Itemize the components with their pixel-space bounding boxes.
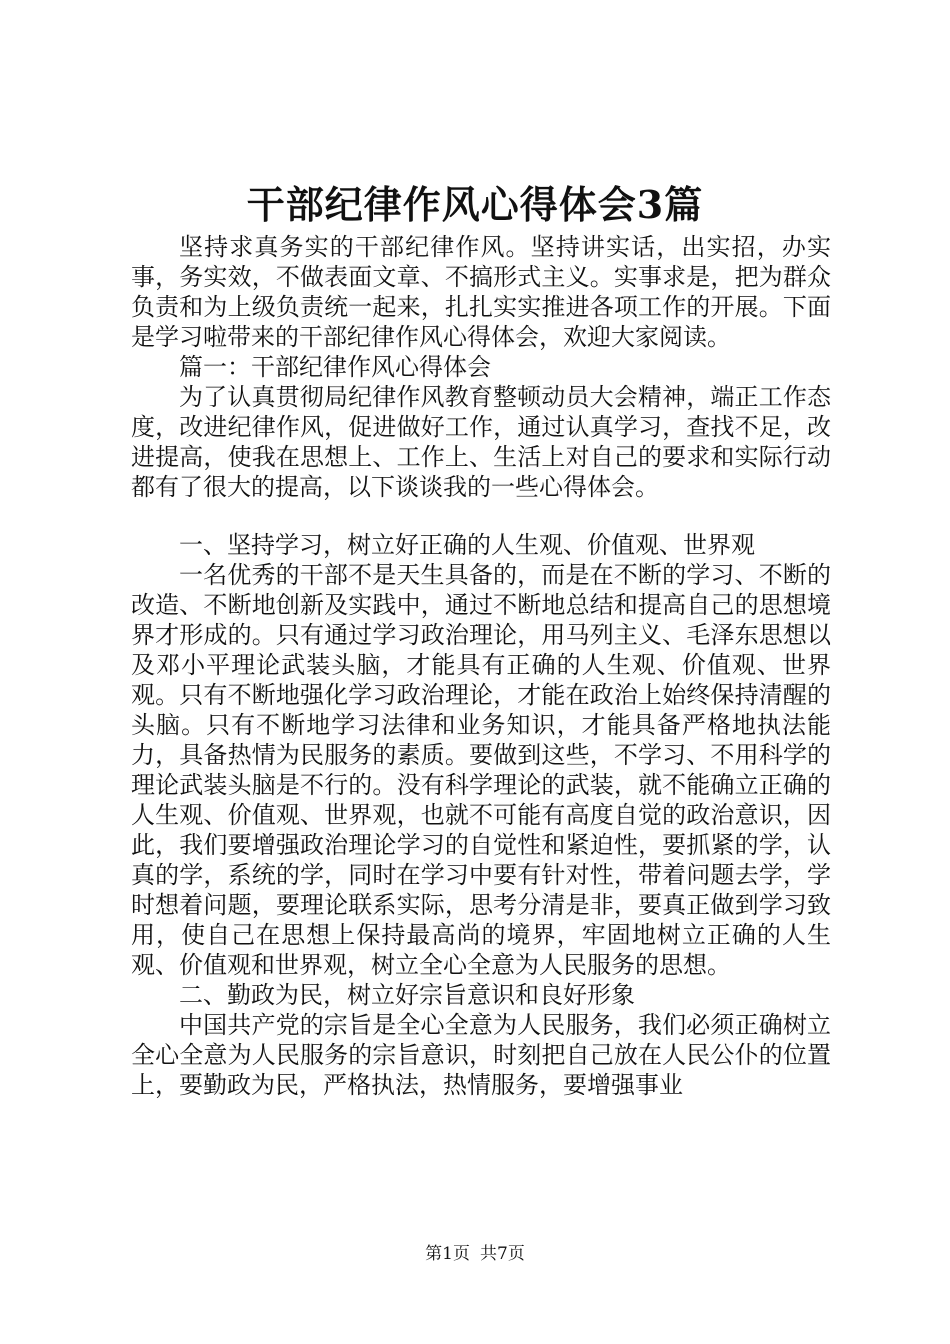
- page-total: 共7页: [480, 1244, 525, 1264]
- body-paragraph: 中国共产党的宗旨是全心全意为人民服务，我们必须正确树立全心全意为人民服务的宗旨意识，时刻把自己放在人民公仆的位置上，要勤政为民，严格执法，热情服务，要增强事业: [131, 1011, 831, 1099]
- subsection-heading: 一、坚持学习，树立好正确的人生观、价值观、世界观: [179, 531, 755, 559]
- intro-paragraph: 坚持求真务实的干部纪律作风。坚持讲实话，出实招，办实事，务实效，不做表面文章、不搞形式主义。实事求是，把为群众负责和为上级负责统一起来，扎扎实实推进各项工作的开展。下面是学习啦带来的干部纪律作风心得体会，欢迎大家阅读。: [131, 233, 831, 351]
- body-paragraph: 一名优秀的干部不是天生具备的，而是在不断的学习、不断的改造、不断地创新及实践中，通过不断地总结和提高自己的思想境界才形成的。只有通过学习政治理论，用马列主义、毛泽东思想以及邓小平理论武装头脑，才能具有正确的人生观、价值观、世界观。只有不断地强化学习政治理论，才能在政治上始终保持清醒的头脑。只有不断地学习法律和业务知识，才能具备严格地执法能力，具备热情为民服务的素质。要做到这些，不学习、不用科学的理论武装头脑是不行的。没有科学理论的武装，就不能确立正确的人生观、价值观、世界观，也就不可能有高度自觉的政治意识，因此，我们要增强政治理论学习的自觉性和紧迫性，要抓紧的学，认真的学，系统的学，同时在学习中要有针对性，带着问题去学，学时想着问题，要理论联系实际，思考分清是非，要真正做到学习致用，使自己在思想上保持最高尚的境界，牢固地树立正确的人生观、价值观和世界观，树立全心全意为人民服务的思想。: [131, 561, 831, 979]
- section-heading: 篇一：干部纪律作风心得体会: [179, 353, 491, 381]
- page-footer: [0, 1242, 950, 1266]
- page-number: 第1页: [425, 1244, 470, 1264]
- body-paragraph: 为了认真贯彻局纪律作风教育整顿动员大会精神，端正工作态度，改进纪律作风，促进做好工作，通过认真学习，查找不足，改进提高，使我在思想上、工作上、生活上对自己的要求和实际行动都有了很大的提高，以下谈谈我的一些心得体会。: [131, 383, 831, 501]
- subsection-heading: 二、勤政为民，树立好宗旨意识和良好形象: [179, 981, 635, 1009]
- document-title: 干部纪律作风心得体会3篇: [246, 182, 704, 227]
- document-body: [131, 232, 831, 1100]
